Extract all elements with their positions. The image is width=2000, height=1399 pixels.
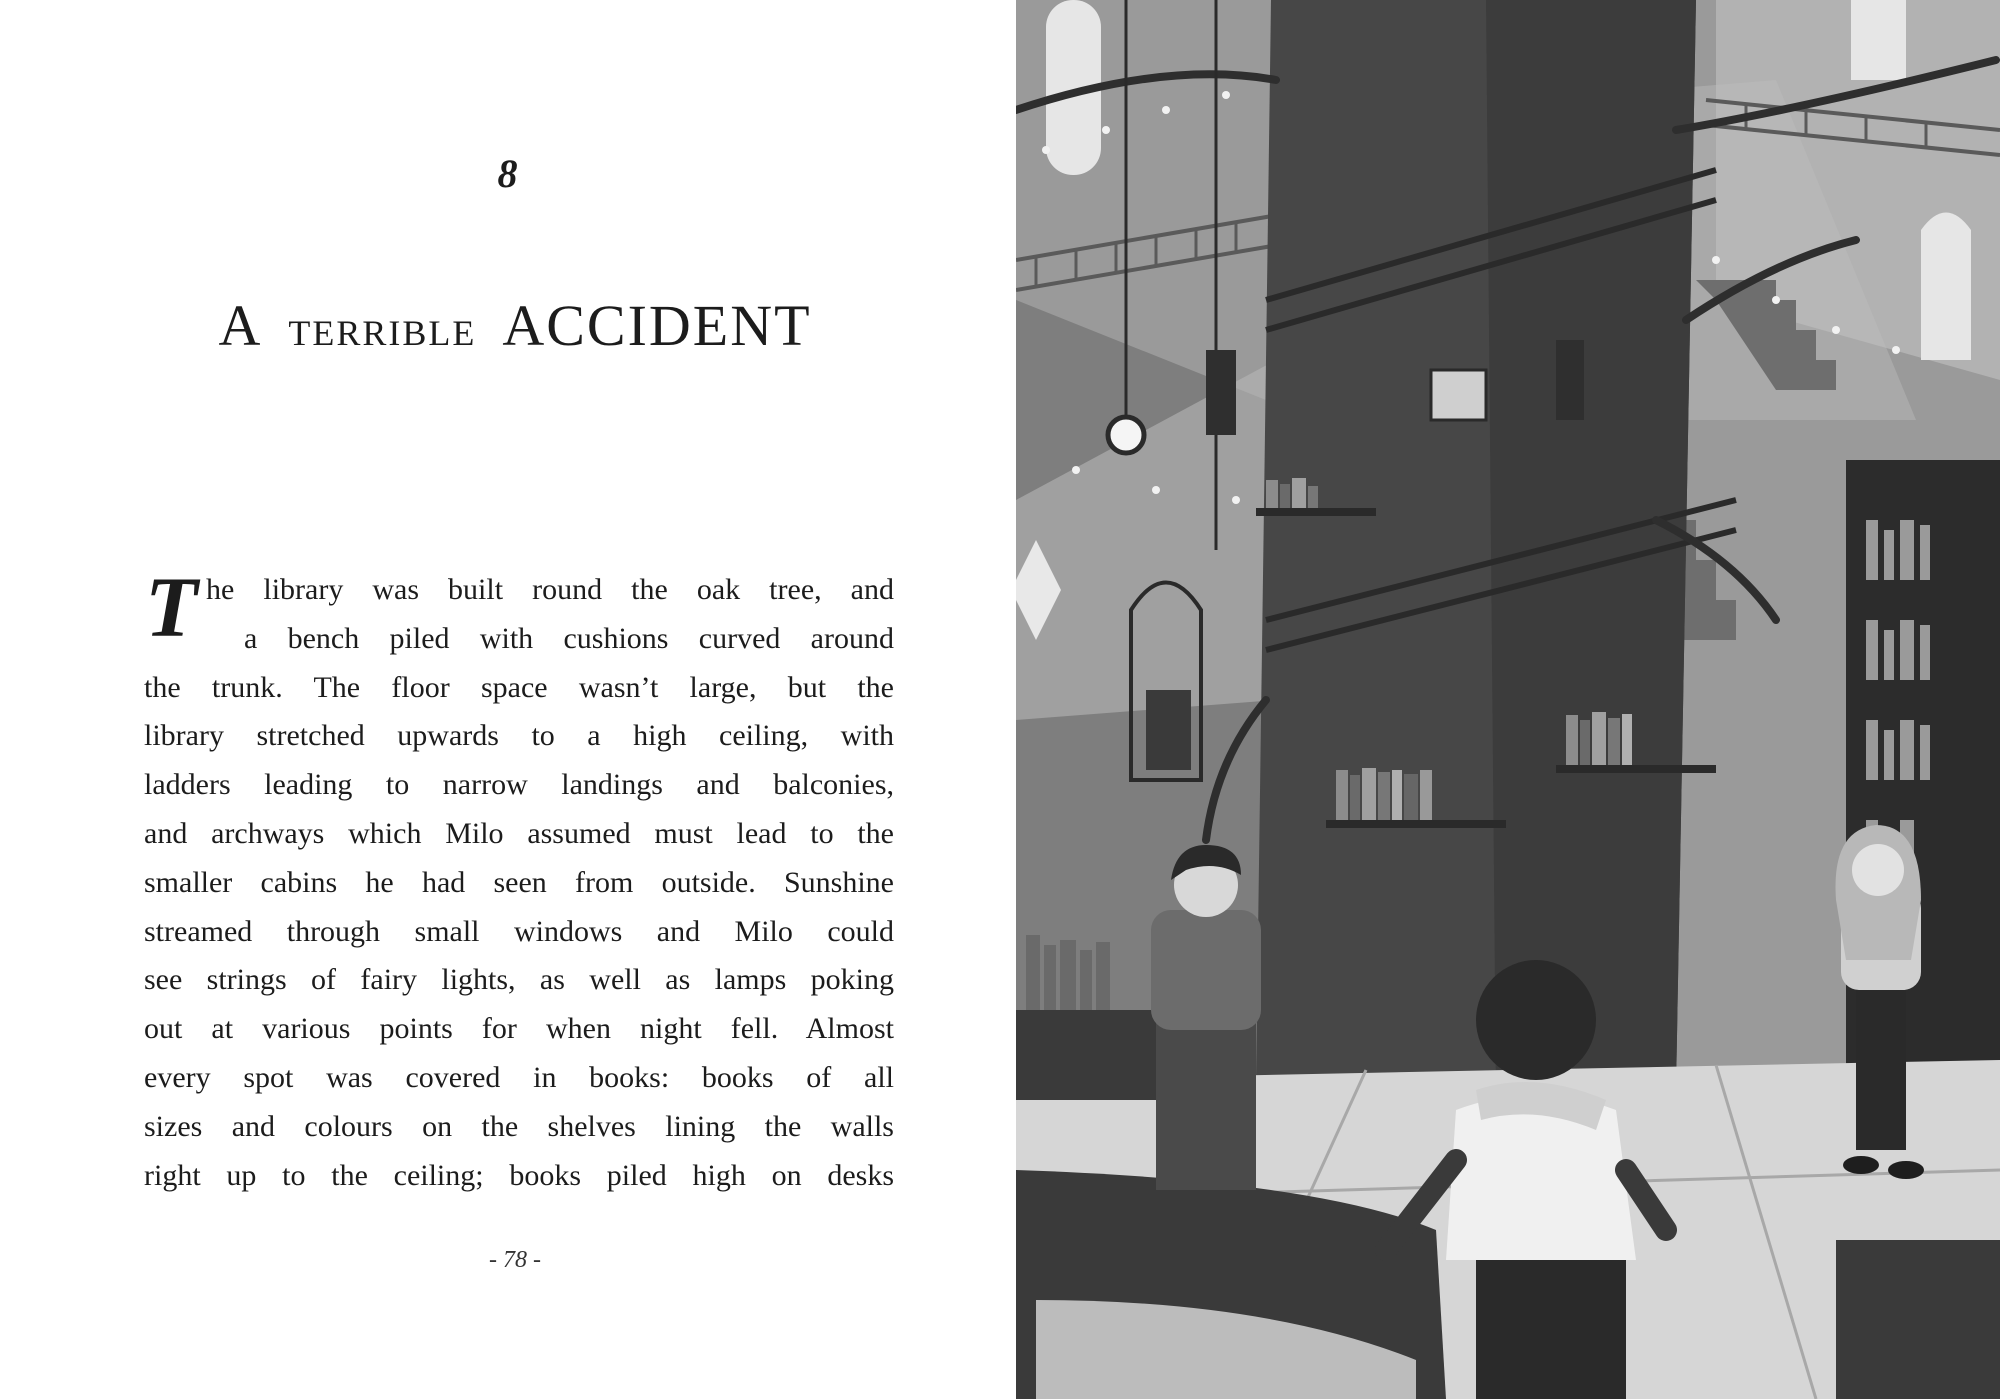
- girl-right-shoe: [1843, 1156, 1879, 1174]
- chapter-title-word-3: ACCIDENT: [502, 293, 812, 358]
- window: [1851, 0, 1906, 80]
- girl-left-sweater: [1151, 910, 1261, 1030]
- hanging-lamp: [1108, 417, 1144, 453]
- drop-cap-letter: T: [145, 566, 198, 646]
- girl-right-face: [1852, 844, 1904, 896]
- hanging-book: [1206, 350, 1236, 435]
- body-line: he library was built round the oak tree, and: [206, 573, 894, 606]
- library-illustration-art: [1016, 0, 2000, 1399]
- body-line: every spot was covered in books: books of all: [144, 1060, 894, 1094]
- desk-books: [1026, 935, 1110, 1010]
- body-line: the trunk. The floor space wasn’t large, but the: [144, 670, 894, 704]
- window: [1921, 213, 1971, 361]
- hanging-open-book: [1431, 370, 1486, 420]
- chapter-title-word-1: A: [218, 293, 263, 358]
- body-line: smaller cabins he had seen from outside. Sunshine: [144, 865, 894, 899]
- body-line: a bench piled with cushions curved around: [244, 621, 894, 655]
- body-line: library stretched upwards to a high ceiling, with: [144, 719, 894, 753]
- body-line: see strings of fairy lights, as well as lamps poking: [144, 963, 894, 997]
- body-line: and archways which Milo assumed must lead to the: [144, 816, 894, 850]
- chapter-number: 8: [497, 151, 519, 196]
- boy-trousers: [1476, 1260, 1626, 1399]
- body-text: [144, 566, 894, 1200]
- girl-right-trousers: [1856, 980, 1906, 1150]
- girl-right-shoe: [1888, 1161, 1924, 1179]
- boy-hair: [1476, 960, 1596, 1080]
- page-number: - 78 -: [489, 1247, 541, 1273]
- body-line: streamed through small windows and Milo could: [144, 914, 894, 948]
- body-line: sizes and colours on the shelves lining the walls: [144, 1109, 894, 1143]
- body-line: out at various points for when night fell. Almost: [144, 1012, 894, 1046]
- chapter-title: [0, 292, 1030, 359]
- drop-cap: [139, 566, 219, 646]
- body-line: right up to the ceiling; books piled high on desks: [144, 1158, 894, 1192]
- chapter-title-word-2: TERRIBLE: [288, 313, 477, 353]
- body-line: ladders leading to narrow landings and balconies,: [144, 768, 894, 802]
- hanging-book: [1556, 340, 1584, 420]
- front-desk: [1836, 1240, 2000, 1399]
- boy-shirt: [1446, 1095, 1636, 1260]
- library-illustration: [1016, 0, 2000, 1399]
- books-in-cage: [1146, 690, 1191, 770]
